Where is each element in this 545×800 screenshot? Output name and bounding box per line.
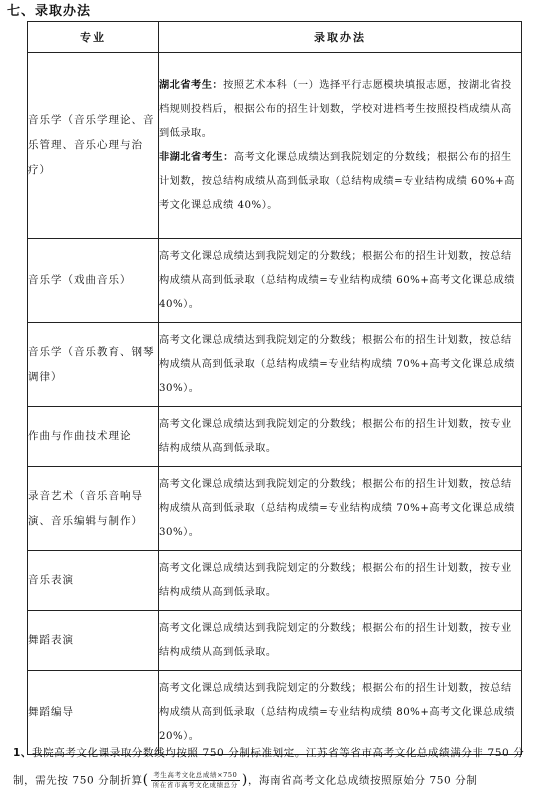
major-cell: 音乐学（戏曲音乐）: [28, 239, 159, 323]
footnote-number: 1、: [13, 747, 33, 759]
major-cell: 舞蹈表演: [28, 611, 159, 671]
method-cell: 高考文化课总成绩达到我院划定的分数线；根据公布的招生计划数，按总结构成绩从高到低录取（总结构成绩=专业结构成绩 70%+高考文化课总成绩 30%）。: [159, 467, 522, 551]
table-header-row: [28, 22, 522, 53]
header-method: 录取办法: [159, 22, 522, 53]
formula-numerator: 考生高考文化总成绩×750: [151, 771, 240, 781]
major-cell: 音乐学（音乐教育、钢琴调律）: [28, 323, 159, 407]
footnote: 1、我院高考文化课录取分数线均按照 750 分制标准划定。江苏省等省市高考文化总成绩满分非 750 分制，需先按 750 分制折算( $\frac{\text{考生高考文化总成绩×750}}{\text{所在省市高考文化成绩总分}}$ )，海南省高考文化总成绩按照原始分 750 分制: [13, 747, 525, 789]
method-cell: 高考文化课总成绩达到我院划定的分数线；根据公布的招生计划数，按总结构成绩从高到低录取（总结构成绩=专业结构成绩 70%+高考文化课总成绩 30%）。: [159, 323, 522, 407]
method-cell: [159, 53, 522, 239]
section-title: 七、录取办法: [7, 4, 92, 19]
major-cell: 作曲与作曲技术理论: [28, 407, 159, 467]
method-cell: 高考文化课总成绩达到我院划定的分数线；根据公布的招生计划数，按专业结构成绩从高到低录取。: [159, 611, 522, 671]
table-row: [28, 323, 522, 407]
major-cell: 舞蹈编导: [28, 671, 159, 755]
method-cell: 高考文化课总成绩达到我院划定的分数线；根据公布的招生计划数，按专业结构成绩从高到低录取。: [159, 407, 522, 467]
table-row: [28, 467, 522, 551]
non-hubei-label: 非湖北省考生：: [159, 151, 234, 163]
hubei-text: 按照艺术本科（一）选择平行志愿模块填报志愿，按湖北省投档规则投档后，根据公布的招生计划数，学校对进档考生按照投档成绩从高到低录取。: [159, 79, 512, 139]
major-cell: 音乐学（音乐学理论、音乐管理、音乐心理与治疗）: [28, 53, 159, 239]
table-row: [28, 239, 522, 323]
footnote-text-a: 我院高考文化课录取分数线均按照 750 分制标准划定。江苏省等省市高考文化总成绩满分非 750 分制，需先按 750 分制折算: [13, 747, 525, 787]
table-row: [28, 611, 522, 671]
conversion-formula: [151, 771, 240, 790]
table-row: [28, 407, 522, 467]
formula-denominator: 所在省市高考文化成绩总分: [152, 781, 238, 789]
method-cell: 高考文化课总成绩达到我院划定的分数线；根据公布的招生计划数，按总结构成绩从高到低录取（总结构成绩=专业结构成绩 80%+高考文化课总成绩 20%）。: [159, 671, 522, 755]
hubei-label: 湖北省考生：: [159, 79, 224, 91]
table-row: [28, 551, 522, 611]
major-cell: 录音艺术（音乐音响导演、音乐编辑与制作）: [28, 467, 159, 551]
non-hubei-text: 高考文化课总成绩达到我院划定的分数线；根据公布的招生计划数，按总结构成绩从高到低录取（总结构成绩=专业结构成绩 60%+高考文化课总成绩 40%）。: [159, 151, 515, 211]
method-cell: 高考文化课总成绩达到我院划定的分数线；根据公布的招生计划数，按专业结构成绩从高到低录取。: [159, 551, 522, 611]
major-cell: 音乐表演: [28, 551, 159, 611]
table-row: [28, 53, 522, 239]
admission-table: [27, 21, 522, 755]
method-cell: 高考文化课总成绩达到我院划定的分数线；根据公布的招生计划数，按总结构成绩从高到低录取（总结构成绩=专业结构成绩 60%+高考文化课总成绩 40%）。: [159, 239, 522, 323]
footnote-text-b: ，海南省高考文化总成绩按照原始分 750 分制: [247, 774, 478, 787]
header-major: 专业: [28, 22, 159, 53]
